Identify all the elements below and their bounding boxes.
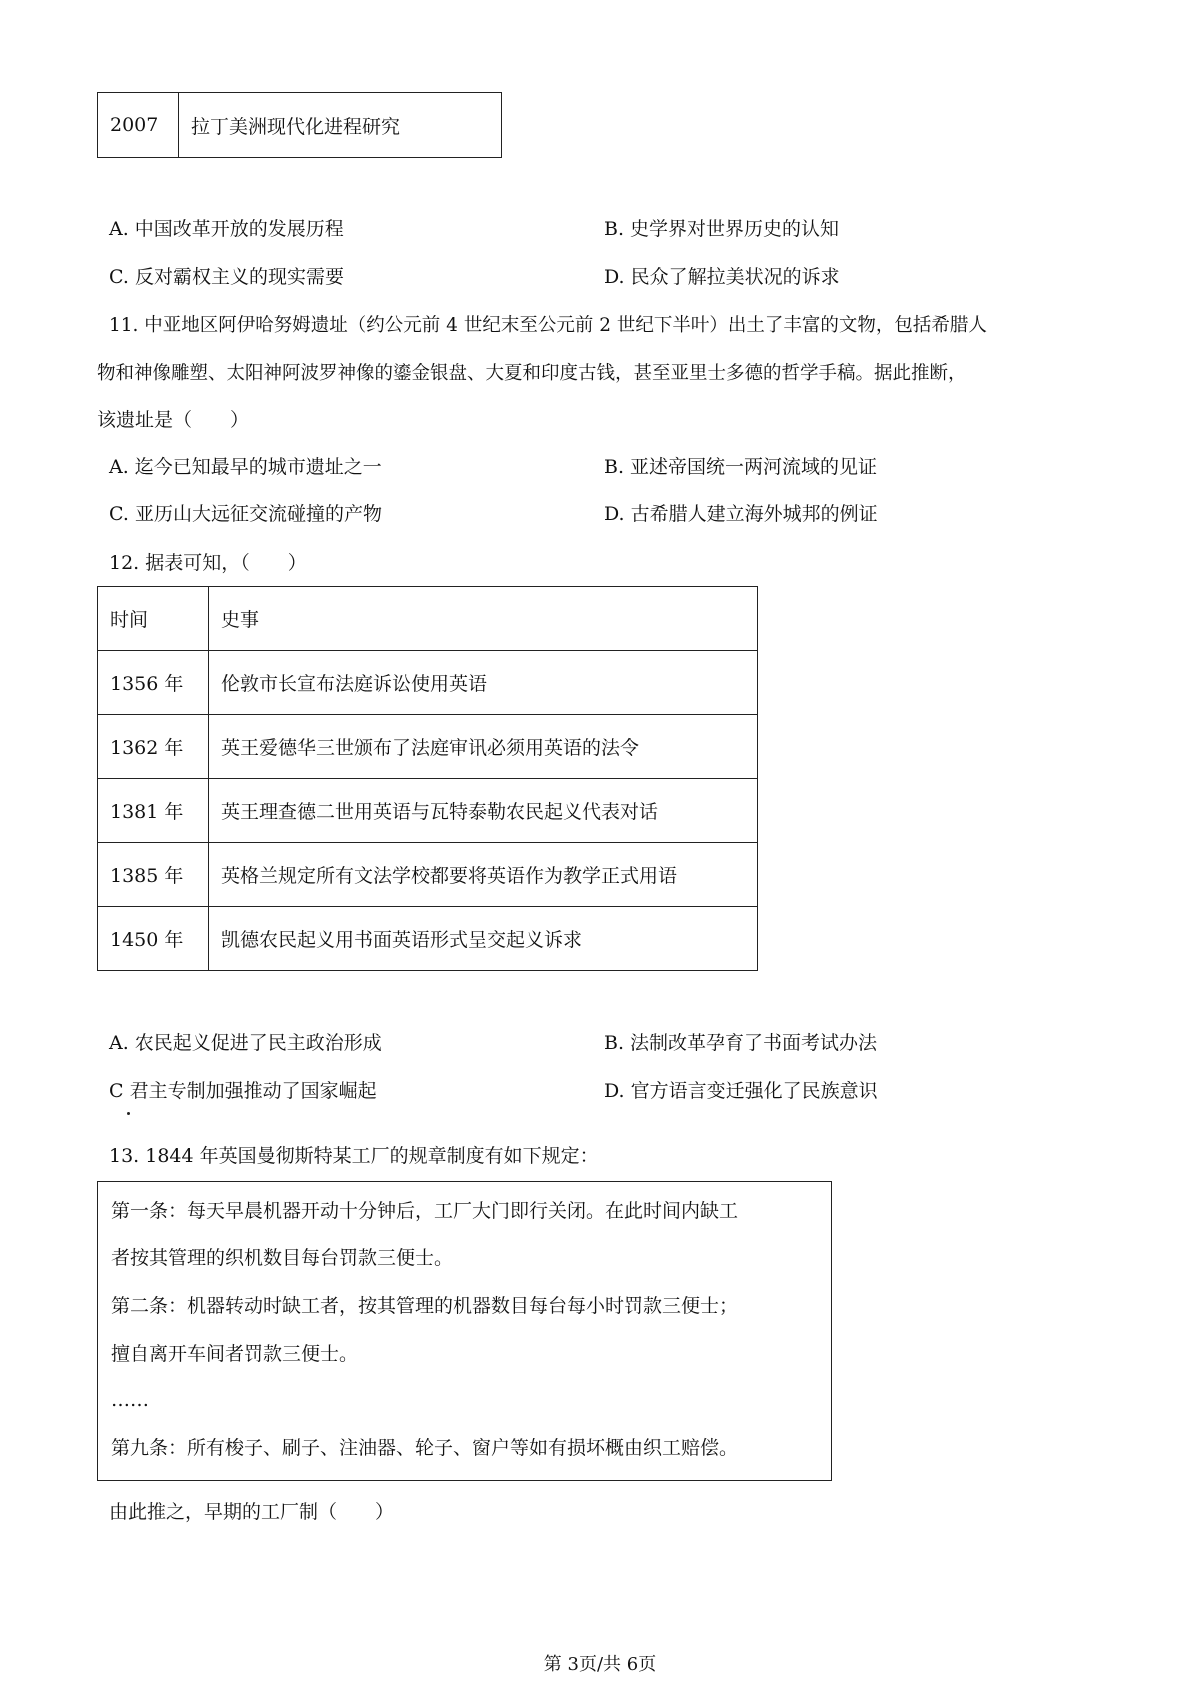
q12-row-event: 凯德农民起义用书面英语形式呈交起义诉求	[209, 907, 758, 971]
q12-header-event: 史事	[209, 587, 758, 651]
q12-row-event: 英格兰规定所有文法学校都要将英语作为教学正式用语	[209, 843, 758, 907]
stray-dot-mark	[127, 1112, 130, 1115]
table-row	[98, 907, 758, 971]
q12-table	[97, 586, 758, 971]
q12-table-header-row	[98, 587, 758, 651]
q12-row-time: 1381 年	[98, 779, 209, 843]
q10-option-a: A. 中国改革开放的发展历程	[109, 218, 344, 240]
q12-row-time: 1356 年	[98, 651, 209, 715]
top-table-title: 拉丁美洲现代化进程研究	[179, 93, 502, 158]
q11-option-a: A. 迄今已知最早的城市遗址之一	[109, 456, 382, 478]
q12-header-time: 时间	[98, 587, 209, 651]
q13-rule-line: 者按其管理的织机数目每台罚款三便士。	[111, 1247, 454, 1269]
q11-stem-line-1: 11. 中亚地区阿伊哈努姆遗址（约公元前 4 世纪末至公元前 2 世纪下半叶）出土了丰富的文物，包括希腊人	[109, 315, 987, 336]
q12-row-time: 1450 年	[98, 907, 209, 971]
q13-rule-line: ……	[111, 1389, 149, 1411]
table-row	[98, 779, 758, 843]
q11-option-d: D. 古希腊人建立海外城邦的例证	[604, 503, 878, 525]
table-row	[98, 651, 758, 715]
q11-option-c: C. 亚历山大远征交流碰撞的产物	[109, 503, 382, 525]
q12-row-time: 1362 年	[98, 715, 209, 779]
q12-option-a: A. 农民起义促进了民主政治形成	[109, 1032, 382, 1054]
q10-option-b: B. 史学界对世界历史的认知	[604, 218, 840, 240]
q13-follow-up: 由此推之，早期的工厂制（ ）	[109, 1501, 395, 1523]
q11-option-b: B. 亚述帝国统一两河流域的见证	[604, 456, 878, 478]
q10-option-c: C. 反对霸权主义的现实需要	[109, 266, 344, 288]
q12-row-event: 伦敦市长宣布法庭诉讼使用英语	[209, 651, 758, 715]
top-table	[97, 92, 502, 158]
table-row	[98, 715, 758, 779]
q10-option-d: D. 民众了解拉美状况的诉求	[604, 266, 840, 288]
table-row	[98, 843, 758, 907]
q13-rule-line: 擅自离开车间者罚款三便士。	[111, 1343, 359, 1365]
q13-rule-line: 第九条：所有梭子、刷子、注油器、轮子、窗户等如有损坏概由织工赔偿。	[111, 1437, 739, 1459]
q11-stem-line-2: 物和神像雕塑、太阳神阿波罗神像的鎏金银盘、大夏和印度古钱，甚至亚里士多德的哲学手稿。据此推断，	[97, 363, 967, 384]
q12-stem: 12. 据表可知，（ ）	[109, 552, 307, 574]
q12-row-time: 1385 年	[98, 843, 209, 907]
q13-rule-line: 第二条：机器转动时缺工者，按其管理的机器数目每台每小时罚款三便士；	[111, 1295, 739, 1317]
page-footer: 第 3页/共 6页	[543, 1654, 657, 1675]
q12-option-c: C 君主专制加强推动了国家崛起	[109, 1080, 377, 1102]
q13-rules-box	[97, 1181, 832, 1481]
q11-stem-line-3: 该遗址是（ ）	[97, 409, 250, 431]
q12-option-d: D. 官方语言变迁强化了民族意识	[604, 1080, 878, 1102]
q13-rule-line: 第一条：每天早晨机器开动十分钟后，工厂大门即行关闭。在此时间内缺工	[111, 1200, 739, 1222]
q12-option-b: B. 法制改革孕育了书面考试办法	[604, 1032, 878, 1054]
q12-row-event: 英王理查德二世用英语与瓦特泰勒农民起义代表对话	[209, 779, 758, 843]
top-table-year: 2007	[98, 93, 179, 158]
q13-stem: 13. 1844 年英国曼彻斯特某工厂的规章制度有如下规定：	[109, 1145, 599, 1167]
q12-row-event: 英王爱德华三世颁布了法庭审讯必须用英语的法令	[209, 715, 758, 779]
